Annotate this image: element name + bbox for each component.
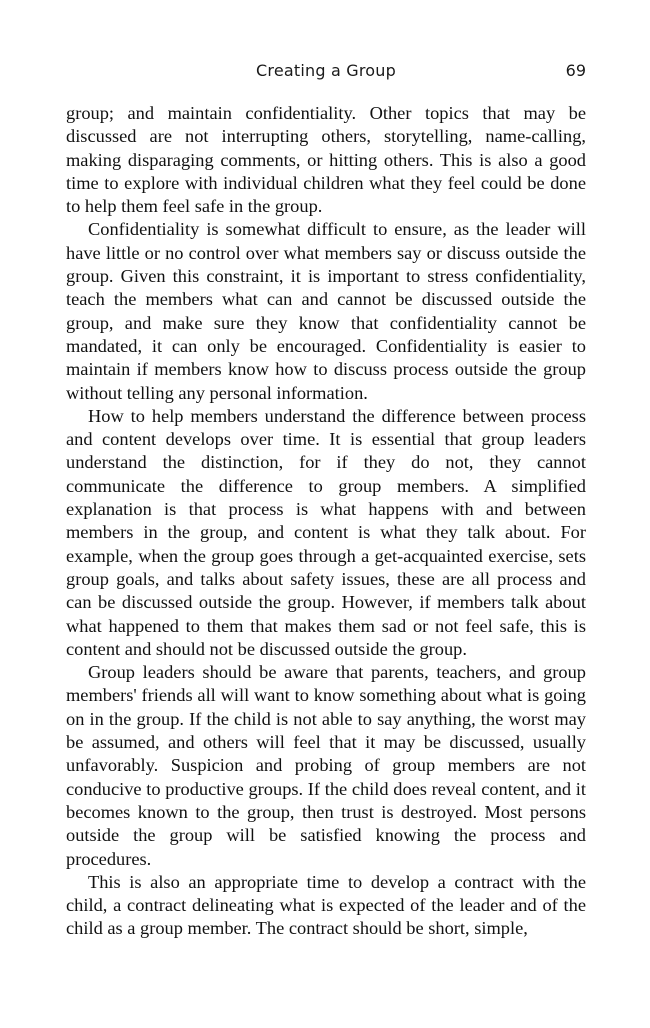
paragraph-confidentiality: Confidentiality is somewhat difficult to ensure, as the leader will have little or no control over what members say or discuss outside the group. Given this constraint, it is important to stress confidentiality, teach the members what can and cannot be discussed outside the group, and make sure they know that confidentiality cannot be mandated, it can only be encouraged. Confidentiality is easier to maintain if members know how to discuss process outside the group without telling any personal information. xyxy=(66,219,586,403)
page-header xyxy=(66,61,586,85)
page-number: 69 xyxy=(565,61,586,80)
body-text xyxy=(66,102,586,941)
paragraph-continued: group; and maintain confidentiality. Other topics that may be discussed are not interrupting others, storytelling, name-calling, making disparaging comments, or hitting others. This is also a good time to explore with individual children what they feel could be done to help them feel safe in the group. xyxy=(66,103,586,217)
running-head: Creating a Group xyxy=(256,61,396,80)
paragraph-process-content: How to help members understand the difference between process and content develops over time. It is essential that group leaders understand the distinction, for if they do not, they cannot communicate the difference to group members. A simplified explanation is that process is what happens with and between members in the group, and content is what they talk about. For example, when the group goes through a get-acquainted exercise, sets group goals, and talks about safety issues, these are all process and can be discussed outside the group. However, if members talk about what happened to them that makes them sad or not feel safe, this is content and should not be discussed outside the group. xyxy=(66,405,586,659)
paragraph-outsiders: Group leaders should be aware that parents, teachers, and group members' friends all will want to know something about what is going on in the group. If the child is not able to say anything, the worst may be assumed, and others will feel that it may be discussed, usually unfavorably. Suspicion and probing of group members are not conducive to productive groups. If the child does reveal content, and it becomes known to the group, then trust is destroyed. Most persons outside the group will be satisfied knowing the process and procedures. xyxy=(66,662,586,869)
paragraph-contract: This is also an appropriate time to develop a contract with the child, a contract delineating what is expected of the leader and of the child as a group member. The contract should be short, simple, xyxy=(66,871,586,939)
